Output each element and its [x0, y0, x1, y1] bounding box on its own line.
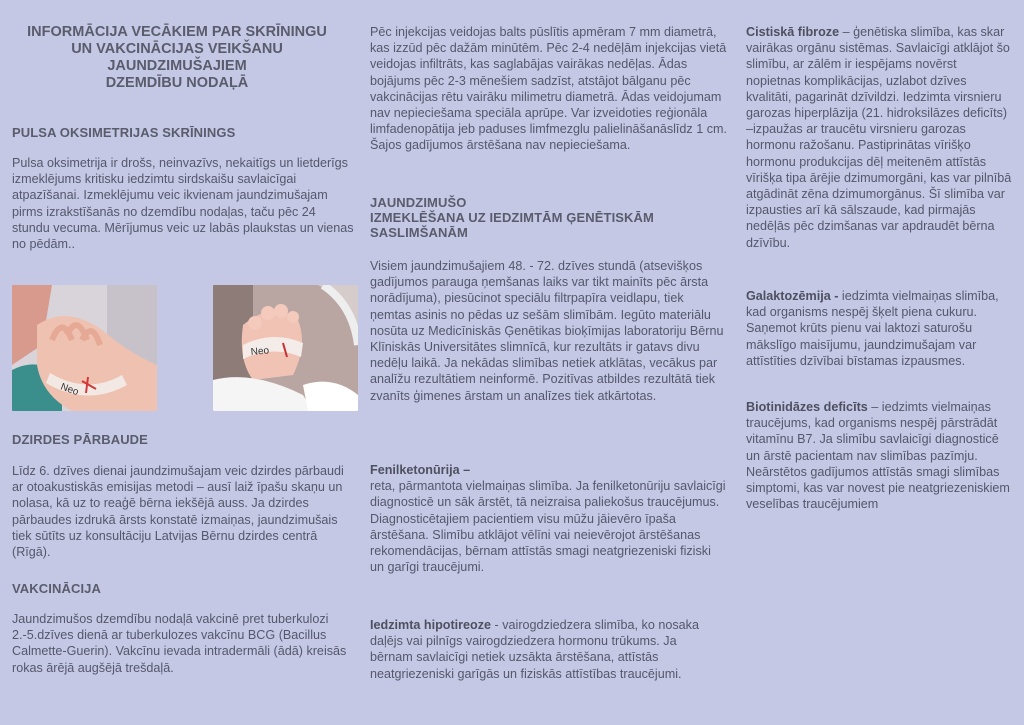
- genetic-screening-heading: [370, 195, 710, 240]
- injection-text: Pēc injekcijas veidojas balts pūslītis apmēram 7 mm diametrā, kas izzūd pēc dažām minūtēm. Pēc 2-4 nedēļām injekcijas vietā veidojas infiltrāts, kas saglabājas vairākas nedēļas. Ādas bojājums pēc 2-3 mēnešiem sadzīst, atstājot bālganu pēc vakcinācijas rētu vairāku milimetru diametrā. Ādas veidojumam nav nepieciešama speciāla aprūpe. Var izveidoties reģionāla limfadenopātija jeb paduses limfmezglu palielināšanāslīdz 1 cm. Šajos gadījumos ārstēšana nav nepieciešama.: [370, 25, 728, 153]
- title-line: INFORMĀCIJA VECĀKIEM PAR SKRĪNINGU: [27, 24, 327, 40]
- band-label: Neo: [58, 381, 80, 399]
- galactosemia-description: iedzimta vielmaiņas slimība, kad organisms nespēj šķelt piena cukuru. Saņemot krūts pienu vai laktozi saturošu mākslīgo maisījumu, jaundzimušajam var attīstīties dzīvībai bīstamas izpausmes.: [746, 289, 999, 368]
- vaccination-heading: VAKCINĀCIJA: [12, 581, 101, 596]
- vaccination-text: Jaundzimušos dzemdību nodaļā vakcinē pret tuberkulozi 2.-5.dzīves dienā ar tuberkulozes vakcīnu BCG (Bacillus Calmette-Guerin). Vakcīnu ievada intradermāli (ādā) kreisās rokas ārējā augšējā trešdaļā.: [12, 612, 347, 675]
- biotinidase-description: – iedzimts vielmaiņas traucējums, kad organisms nespēj pārstrādāt vitamīnu B7. Ja slimību savlaicīgi diagnosticē un ārstē pacientam nav slimības pazīmju. Neārstētos gadījumos attīstās smagi slimības simptomi, kas var novest pie neatgriezeniskiem veselības traucējumiem: [746, 400, 1010, 512]
- pku-text: [370, 462, 728, 575]
- galactosemia-title: Galaktozēmija -: [746, 289, 839, 303]
- biotinidase-title: Biotinidāzes deficīts: [746, 400, 868, 414]
- hypothyroidism-description: - vairogdziedzera slimība, ko nosaka daļējs vai pilnīgs vairogdziedzera hormonu trūkums. Ja bērnam savlaicīgi netiek uzsākta ārstēšana, attīstās neatgriezeniski garīgās un fiziskās attīstības traucējumi.: [370, 618, 699, 681]
- biotinidase-text: [746, 399, 1012, 512]
- title-line: JAUNDZIMUŠAJIEM: [107, 58, 247, 74]
- pulse-oximetry-heading: PULSA OKSIMETRIJAS SKRĪNINGS: [12, 125, 236, 140]
- hearing-heading: DZIRDES PĀRBAUDE: [12, 432, 148, 447]
- title-line: DZEMDĪBU NODAĻĀ: [105, 75, 249, 91]
- pku-description: reta, pārmantota vielmaiņas slimība. Ja fenilketonūriju savlaicīgi diagnosticē un sāk ārstēt, tā neizraisa paliekošus traucējumus. Diagnosticētajiem pacientiem visu mūžu jāievēro īpaša ārstēšana. Slimību atklājot vēlīni vai neievērojot ārstēšanas rekomendācijas, bērnam attīstās smagi neatgriezeniski fiziski un garīgi traucējumi.: [370, 479, 726, 575]
- pulse-oximetry-text: Pulsa oksimetrija ir drošs, neinvazīvs, nekaitīgs un lietderīgs izmeklējums kritisku iedzimtu sirdskaišu savlaicīgai atpazīšanai. Izmeklējumu veic ikvienam jaundzimušajam pirms izrakstīšanās no dzemdību nodaļas, taču pēc 24 stundu vecuma. Mērījumus veic uz labās plaukstas un vienas no pēdām..: [12, 156, 354, 252]
- cystic-fibrosis-title: Cistiskā fibroze: [746, 25, 840, 39]
- genetic-heading-line: JAUNDZIMUŠO: [370, 195, 467, 210]
- band-label: Neo: [250, 345, 270, 358]
- title-line: UN VAKCINĀCIJAS VEIKŠANU: [71, 41, 283, 57]
- page-title: [12, 24, 342, 92]
- hearing-text: Līdz 6. dzīves dienai jaundzimušajam veic dzirdes pārbaudi ar otoakustiskās emisijas metodi – ausī laiž īpašu skaņu un nolasa, kā uz to reaģē bērna iekšējā auss. Ja dzirdes pārbaudes izdrukā ārsts konstatē izmaiņas, jaundzimušais tiek sūtīts uz konsultāciju Latvijas Bērnu dzirdes centrā (Rīgā).: [12, 464, 344, 560]
- genetic-screening-text: Visiem jaundzimušajiem 48. - 72. dzīves stundā (atsevišķos gadījumos parauga ņemšanas laiks var tikt mainīts pēc ārsta norādījuma), piesūcinot speciālu filtrpapīra veidlapu, tiek ņemtas asinis no pēdas uz sešām slimībām. Iegūto materiālu nosūta uz Medicīniskās Ģenētikas bioķīmijas laboratoriju Bērnu Klīniskās Universitātes slimnīcā, kur rezultāts ir gatavs divu nedēļu laikā. Ja nekādas slimības netiek atklātas, vecākus par analīžu rezultātiem neinformē. Pozitīvas atbildes rezultātā tiek zvanīts ģimenes ārstam un analīzes tiek atkārtotas.: [370, 259, 724, 403]
- hypothyroidism-title: Iedzimta hipotireoze: [370, 618, 492, 632]
- galactosemia-text: [746, 288, 1012, 369]
- id-band-foot-photo: [213, 285, 358, 411]
- pku-title: Fenilketonūrija –: [370, 463, 471, 477]
- hypothyroidism-text: [370, 617, 718, 682]
- genetic-heading-line: IZMEKLĒŠANA UZ IEDZIMTĀM ĢENĒTISKĀM SASLIMŠANĀM: [370, 210, 654, 240]
- cystic-fibrosis-text: [746, 24, 1012, 251]
- cystic-fibrosis-description: – ģenētiska slimība, kas skar vairākas orgānu sistēmas. Savlaicīgi atklājot šo slimību, ar zālēm ir iespējams novērst nopietnas komplikācijas, uzlabot dzīves kvalitāti, pagarināt dzīvildzi. Iedzimta virsnieru garozas hiperplāzija (21. hidroksilāzes deficīts) –izpaužas ar traucētu virsnieru garozas hormonu ražošanu. Pastiprinātas vīrišķo hormonu produkcijas dēļ meitenēm attīstās vīrišķa tipa ārējie dzimumorgāni, kas var pilnībā atgādināt zēna dzimumorgānus. Šī slimība var izpausties arī kā sālszaude, kad pirmajās nedēļās pēc dzimšanas var apdraudēt bērna dzīvību.: [746, 25, 1012, 250]
- pulse-oximetry-hand-photo: [12, 285, 157, 411]
